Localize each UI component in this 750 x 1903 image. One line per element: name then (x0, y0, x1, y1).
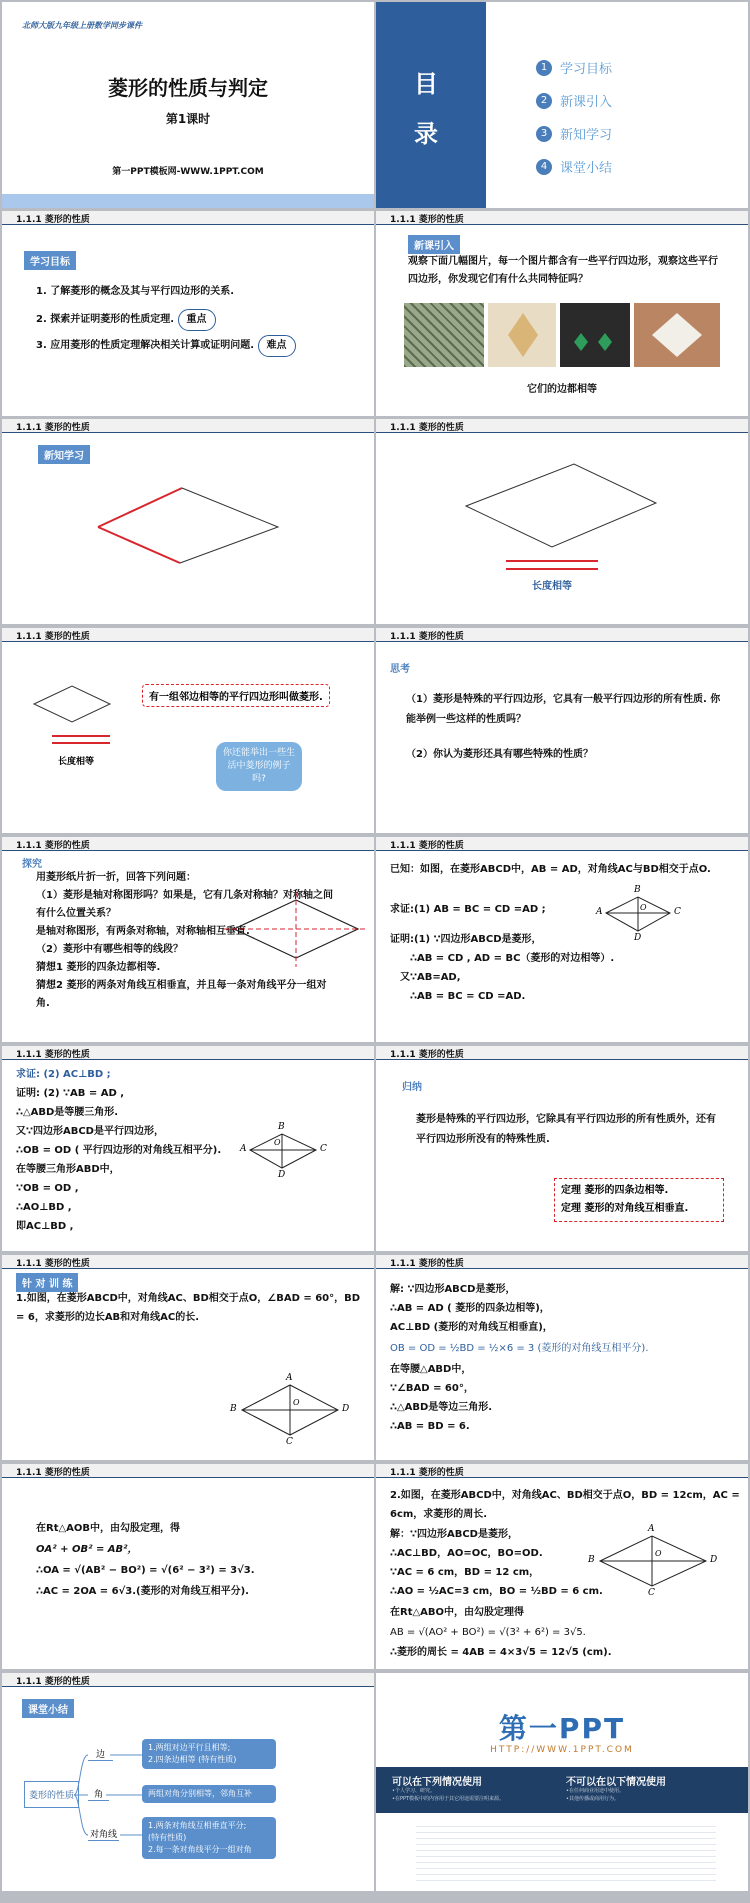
section-tag: 课堂小结 (22, 1699, 74, 1718)
point-label: C (674, 907, 681, 917)
forbidden-1: •在任何商业用途中使用。 (566, 1788, 624, 1794)
solution-line: ∴AO = ½AC=3 cm，BO = ½BD = 6 cm. (390, 1586, 603, 1597)
exercise-text: 1.如图，在菱形ABCD中，对角线AC、BD相交于点O，∠BAD = 60°，BD = 6，求菱形的边长AB和对角线AC的长. (16, 1293, 361, 1323)
contents-item-4[interactable] (536, 157, 612, 176)
number-badge: 4 (536, 159, 552, 175)
question-2: （2）你认为菱形还具有哪些特殊的性质？ (406, 749, 593, 760)
contents-label: 新知学习 (560, 128, 613, 143)
header-text: 1.1.1 菱形的性质 (390, 1050, 464, 1060)
folded-rhombus-figure (2, 837, 374, 1042)
point-label: B (634, 885, 641, 895)
point-label: A (596, 907, 603, 917)
photo-diamond-tile (488, 303, 556, 367)
forbidden-title: 不可以在以下情况使用 (566, 1777, 666, 1788)
difficulty-badge: 难点 (258, 335, 296, 357)
point-label: C (286, 1437, 293, 1447)
point-label: C (320, 1144, 327, 1154)
header-text: 1.1.1 菱形的性质 (390, 841, 464, 851)
solution-line: ∵∠BAD = 60°， (390, 1383, 474, 1394)
slide-class-summary[interactable] (2, 1673, 374, 1891)
objective-text: 3. 应用菱形的性质定理解决相关计算或证明问题. (36, 340, 255, 351)
point-label: A (240, 1144, 247, 1154)
point-label: D (342, 1404, 350, 1414)
proof-line: ∴AO⊥BD , (16, 1202, 72, 1213)
header-text: 1.1.1 菱形的性质 (390, 423, 464, 433)
contents-title-2: 录 (414, 120, 438, 148)
slide-exercise-1[interactable] (2, 1255, 374, 1460)
rhombus-abcd-figure (376, 1464, 748, 1669)
header-text: 1.1.1 菱形的性质 (16, 1259, 90, 1269)
number-badge: 3 (536, 126, 552, 142)
explore-label: 探究 (22, 859, 42, 870)
solution-line: AC⊥BD (菱形的对角线互相垂直)， (390, 1322, 553, 1333)
point-label: O (655, 1549, 662, 1558)
header-text: 1.1.1 菱形的性质 (16, 632, 90, 642)
contents-panel (376, 2, 486, 208)
slide-exercise-2[interactable] (376, 1464, 748, 1669)
proof-line: ∴OB = OD ( 平行四边形的对角线互相平分). (16, 1145, 222, 1156)
main-title: 菱形的性质与判定 (108, 76, 268, 100)
slide-solution-1a[interactable] (376, 1255, 748, 1460)
exercise-line: 2.如图，在菱形ABCD中，对角线AC、BD相交于点O，BD = 12cm，AC = 6cm，求菱形的周长. (390, 1490, 740, 1520)
photo-fence (404, 303, 484, 367)
solution-line: ∴AC = 2OA = 6√3.(菱形的对角线互相平分). (36, 1586, 249, 1597)
slide-proof-1[interactable] (376, 837, 748, 1042)
number-badge: 1 (536, 60, 552, 76)
explore-line: （1）菱形是轴对称图形吗？如果是，它有几条对称轴？对称轴之间有什么位置关系？ (36, 890, 333, 919)
allowed-1: •个人学习、研究。 (392, 1788, 435, 1794)
explore-line: 是轴对称图形，有两条对称轴，对称轴相互垂直. (36, 926, 250, 937)
point-label: B (278, 1122, 285, 1132)
allowed-title: 可以在下列情况使用 (392, 1777, 482, 1788)
slide-title[interactable] (2, 2, 374, 208)
header-text: 1.1.1 菱形的性质 (390, 1468, 464, 1478)
proof-line: ∴△ABD是等腰三角形. (16, 1107, 119, 1118)
point-label: O (640, 903, 647, 912)
key-point-badge: 重点 (178, 309, 216, 331)
slide-header (2, 211, 374, 225)
photo-lattice (634, 303, 720, 367)
header-text: 1.1.1 菱形的性质 (16, 1468, 90, 1478)
proof-line: 求证: (2) AC⊥BD ; (16, 1069, 111, 1080)
header-text: 1.1.1 菱形的性质 (390, 215, 464, 225)
solution-line: 在Rt△ABO中，由勾股定理得 (390, 1607, 525, 1618)
solution-line: OA² + OB² = AB²， (36, 1544, 138, 1555)
slide-header (376, 628, 748, 642)
slide-header (376, 1046, 748, 1060)
solution-line: ∵AC = 6 cm，BD = 12 cm， (390, 1567, 540, 1578)
summary-text: 菱形是特殊的平行四边形，它除具有平行四边形的所有性质外，还有平行四边形所没有的特殊性质. (416, 1114, 716, 1145)
objective-text: 2. 探索并证明菱形的性质定理. (36, 314, 175, 325)
mindmap-node-diagonals: 1.两条对角线互相垂直平分; (特有性质) 2.每一条对角线平分一组对角 (142, 1817, 276, 1859)
site-caption: 第一PPT模板网-WWW.1PPT.COM (112, 167, 264, 177)
section-tag: 学习目标 (24, 251, 76, 270)
contents-title-1: 目 (414, 70, 438, 98)
mindmap-root: 菱形的性质 (24, 1781, 79, 1808)
theorem-box (554, 1178, 724, 1222)
question-1: （1）菱形是特殊的平行四边形，它具有一般平行四边形的所有性质. 你能举例一些这样的性质吗？ (406, 694, 721, 725)
slide-objectives[interactable] (2, 211, 374, 416)
slide-explore[interactable] (2, 837, 374, 1042)
point-label: D (634, 933, 642, 943)
proof-line: 已知：如图，在菱形ABCD中，AB = AD，对角线AC与BD相交于点O. (390, 864, 711, 875)
logo-text: 第一PPT (498, 1712, 626, 1745)
point-label: O (274, 1138, 281, 1147)
section-tag: 新课引入 (408, 235, 460, 254)
proof-line: ∵OB = OD , (16, 1183, 79, 1194)
mindmap-node-sides: 1.两组对边平行且相等; 2.四条边相等 (特有性质) (142, 1739, 276, 1769)
lesson-subtitle: 第1课时 (165, 112, 211, 126)
header-text: 1.1.1 菱形的性质 (16, 423, 90, 433)
caption: 它们的边都相等 (527, 384, 597, 395)
contents-label: 学习目标 (560, 62, 613, 77)
contents-item-3[interactable] (536, 124, 612, 143)
think-label: 思考 (390, 664, 410, 675)
slide-header (376, 211, 748, 225)
slide-definition[interactable] (2, 628, 374, 833)
slide-contents[interactable] (376, 2, 748, 208)
slide-new-knowledge[interactable] (2, 419, 374, 624)
section-tag: 新知学习 (38, 445, 90, 464)
explore-line: （2）菱形中有哪些相等的线段？ (36, 944, 183, 955)
header-text: 1.1.1 菱形的性质 (390, 1259, 464, 1269)
explore-line: 用菱形纸片折一折，回答下列问题： (36, 872, 196, 883)
proof-line: ∴AB = BC = CD =AD. (410, 991, 526, 1002)
solution-line: ∴△ABD是等边三角形. (390, 1402, 493, 1413)
equal-label: 长度相等 (532, 581, 572, 592)
proof-line: 证明: (2) ∵AB = AD , (16, 1088, 125, 1099)
solution-line: 解：∵四边形ABCD是菱形， (390, 1529, 518, 1540)
contents-item-1[interactable] (536, 58, 612, 77)
forbidden-2: •其他传播或商用行为。 (566, 1796, 619, 1802)
contents-item-2[interactable] (536, 91, 612, 110)
mindmap-branch-sides: 边 (88, 1747, 113, 1761)
point-label: D (278, 1170, 286, 1180)
rhombus-abcd-figure (2, 1255, 374, 1460)
solution-line: AB = √(AO² + BO²) = √(3² + 6²) = 3√5. (390, 1627, 586, 1638)
theorem-2: 定理 菱形的对角线互相垂直. (561, 1203, 689, 1214)
header-text: 1.1.1 菱形的性质 (16, 1677, 90, 1687)
rhombus-figure (2, 628, 374, 833)
rhombus-figure (2, 419, 374, 624)
solution-line: 在等腰△ABD中， (390, 1364, 472, 1375)
bottom-bar (2, 194, 374, 208)
objective-3 (36, 335, 296, 357)
objective-2 (36, 309, 216, 331)
point-label: A (648, 1524, 655, 1534)
rhombus-figure (376, 419, 748, 624)
rhombus-abcd-figure (376, 837, 748, 1042)
rhombus-abcd-figure (2, 1046, 374, 1251)
slide-header (376, 1255, 748, 1269)
solution-line: ∴AB = BD = 6. (390, 1421, 470, 1432)
explore-line: 猜想2 菱形的两条对角线互相垂直，并且每一条对角线平分一组对角. (36, 980, 327, 1009)
number-badge: 2 (536, 93, 552, 109)
solution-line: 在Rt△AOB中，由勾股定理，得 (36, 1523, 181, 1534)
summary-label: 归纳 (402, 1082, 422, 1093)
point-label: O (293, 1398, 300, 1407)
slide-credits[interactable] (376, 1673, 748, 1891)
header-text: 1.1.1 菱形的性质 (16, 215, 90, 225)
slide-solution-1b[interactable] (2, 1464, 374, 1669)
info-banner (376, 1767, 748, 1813)
explore-line: 猜想1 菱形的四条边都相等. (36, 962, 161, 973)
proof-line: 证明:(1) ∵四边形ABCD是菱形， (390, 934, 542, 945)
photo-earrings (560, 303, 630, 367)
solution-line: ∴AC⊥BD，AO=OC，BO=OD. (390, 1548, 543, 1559)
section-tag: 针 对 训 练 (16, 1273, 78, 1292)
point-label: C (648, 1588, 655, 1598)
top-caption: 北师大版九年级上册数学同步课件 (22, 21, 142, 30)
equal-label: 长度相等 (58, 757, 95, 767)
point-label: A (286, 1373, 293, 1383)
mindmap-node-angles: 两组对角分别相等，邻角互补 (142, 1785, 276, 1803)
solution-line: ∴AB = AD ( 菱形的四条边相等)， (390, 1303, 550, 1314)
links-area (416, 1821, 716, 1883)
logo-url: HTTP://WWW.1PPT.COM (490, 1745, 634, 1755)
header-text: 1.1.1 菱形的性质 (390, 632, 464, 642)
allowed-2: •在PPT模板中的内容用于其它用途需要注明来源。 (392, 1796, 505, 1802)
proof-line: 求证:(1) AB = BC = CD =AD ; (390, 904, 546, 915)
theorem-1: 定理 菱形的四条边相等. (561, 1185, 669, 1196)
proof-text: ∴AB = CD , AD = BC（菱形的对边相等）. (410, 953, 615, 964)
slide-think[interactable] (376, 628, 748, 833)
solution-line: ∴OA = √(AB² − BO²) = √(6² − 3²) = 3√3. (36, 1565, 255, 1576)
point-label: B (230, 1404, 237, 1414)
header-text: 1.1.1 菱形的性质 (16, 1050, 90, 1060)
slide-equal-sides[interactable] (376, 419, 748, 624)
proof-line: 又∵四边形ABCD是平行四边形， (16, 1126, 164, 1137)
objective-1: 1. 了解菱形的概念及其与平行四边形的关系. (36, 286, 235, 297)
proof-line: 即AC⊥BD , (16, 1221, 74, 1232)
proof-line: 又∵AB=AD, (400, 972, 461, 983)
proof-line: 在等腰三角形ABD中， (16, 1164, 120, 1175)
solution-line: ∴菱形的周长 = 4AB = 4×3√5 = 12√5 (cm). (390, 1647, 612, 1658)
mindmap-branch-angles: 角 (88, 1787, 109, 1801)
solution-line: 解: ∵四边形ABCD是菱形， (390, 1284, 516, 1295)
point-label: D (710, 1555, 718, 1565)
point-label: B (588, 1555, 595, 1565)
slide-proof-2[interactable] (2, 1046, 374, 1251)
solution-line: OB = OD = ½BD = ½×6 = 3 (菱形的对角线互相平分). (390, 1343, 649, 1354)
slide-intro[interactable] (376, 211, 748, 416)
header-text: 1.1.1 菱形的性质 (16, 841, 90, 851)
mindmap-branch-diagonals: 对角线 (88, 1827, 119, 1841)
contents-label: 新课引入 (560, 95, 613, 110)
definition-box: 有一组邻边相等的平行四边形叫做菱形. (142, 684, 330, 707)
contents-label: 课堂小结 (560, 161, 613, 176)
slide-header (2, 1464, 374, 1478)
slide-summary[interactable] (376, 1046, 748, 1251)
intro-text: 观察下面几幅图片，每一个图片都含有一些平行四边形，观察这些平行四边形，你发现它们有什么共同特征吗？ (408, 256, 718, 285)
question-bubble: 你还能举出一些生活中菱形的例子吗? (216, 742, 302, 791)
